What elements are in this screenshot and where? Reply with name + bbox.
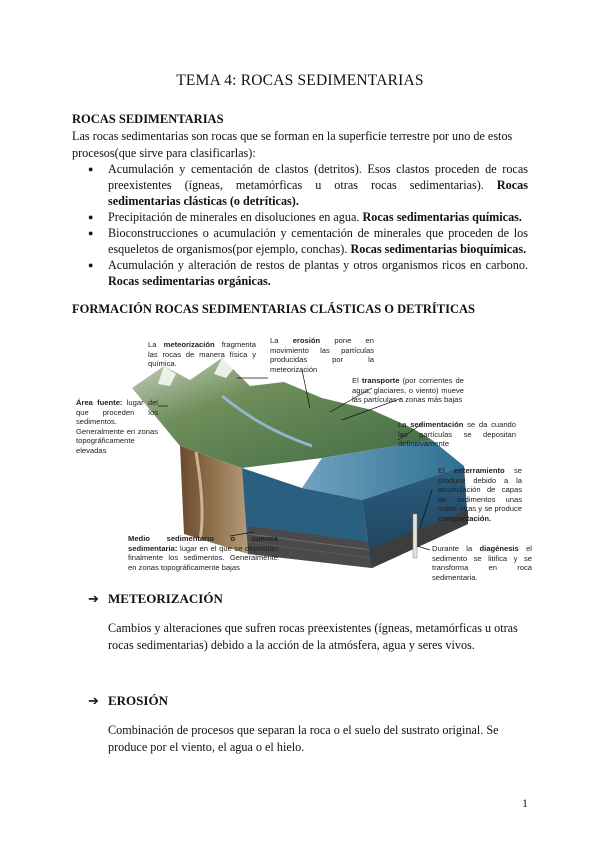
label-enterramiento: El enterramiento se produce debido a la acumulación de capas de sedimentos unas sobre otras y se produce compactación. (438, 466, 522, 523)
bullet-bold: Rocas sedimentarias químicas. (362, 210, 522, 224)
page-number: 1 (522, 796, 528, 810)
label-diagenesis: Durante la diagénesis el sedimento se litifica y se transforma en roca sedimentaria. (432, 544, 532, 582)
bullet-item (72, 257, 528, 289)
bullet-text: Acumulación y cementación de clastos (detritos). Esos clastos proceden de rocas preexistentes (ígneas, metamórficas u otras rocas sedimentarias). (108, 162, 528, 192)
text-line: Combinación de procesos que separan la roca o el suelo del sustrato original. Se (108, 723, 499, 737)
bullet-dot-icon: ● (88, 164, 94, 174)
section-heading-formacion: FORMACIÓN ROCAS SEDIMENTARIAS CLÁSTICAS O DETRÍTICAS (72, 302, 475, 316)
bullet-item (72, 225, 528, 257)
bullet-text: Precipitación de minerales en disoluciones en agua. (108, 210, 360, 224)
bullet-item (72, 209, 528, 225)
text-line: rocas sedimentarias) debido a la acción de la atmósfera, agua y seres vivos. (108, 637, 475, 652)
sedimentary-diagram (72, 328, 532, 580)
paragraph-meteorizacion (108, 620, 528, 653)
label-area-fuente: Área fuente: lugar del que proceden los sedimentos. Generalmente en zonas topográficamente elevadas (76, 398, 158, 455)
bullet-dot-icon: ● (88, 260, 94, 270)
text-line: produce por el viento, el agua o el hielo. (108, 739, 305, 754)
label-erosion: La erosión pone en movimiento las partículas producidas por la meteorización (270, 336, 374, 374)
page-title: TEMA 4: ROCAS SEDIMENTARIAS (176, 72, 424, 89)
text-line: Cambios y alteraciones que sufren rocas preexistentes (ígneas, metamórficas u otras (108, 621, 518, 635)
heading-meteorizacion: METEORIZACIÓN (108, 591, 223, 606)
section-heading-rocas: ROCAS SEDIMENTARIAS (72, 112, 224, 126)
label-medio-sedimentario: Medio sedimentario o cuenca sedimentaria: lugar en el que se depositan finalmente los sedimentos. Generalmente en zonas topográficamente bajas (128, 534, 278, 572)
intro-paragraph (72, 128, 528, 161)
intro-line-1: Las rocas sedimentarias son rocas que se forman en la superficie terrestre por uno de estos (72, 129, 513, 143)
bullet-dot-icon: ● (88, 228, 94, 238)
bullet-text: Bioconstrucciones o acumulación y cementación de minerales que proceden de los esqueletos de organismos(por ejemplo, conchas). (108, 226, 528, 256)
heading-erosion: EROSIÓN (108, 693, 168, 708)
paragraph-erosion (108, 722, 528, 755)
bullet-bold: Rocas sedimentarias bioquímicas. (350, 242, 527, 256)
arrow-right-icon: ➔ (88, 591, 99, 606)
bullet-item (72, 161, 528, 209)
bullet-bold: Rocas sedimentarias clásticas (o detríticas). (108, 178, 529, 208)
bullet-dot-icon: ● (88, 212, 94, 222)
label-sedimentacion: La sedimentación se da cuando las partículas se depositan definitivamente (398, 420, 516, 449)
arrow-right-icon: ➔ (88, 693, 99, 708)
bullet-bold: Rocas sedimentarias orgánicas. (108, 274, 271, 288)
label-meteorizacion: La meteorización fragmenta las rocas de manera física y química. (148, 340, 256, 369)
label-transporte: El transporte (por corrientes de agua, glaciares, o viento) mueve las partículas a zonas más bajas (352, 376, 464, 405)
bullet-text: Acumulación y alteración de restos de plantas y otros organismos ricos en carbono. (108, 258, 528, 272)
intro-line-2: procesos(que sirve para clasificarlas): (72, 145, 256, 160)
